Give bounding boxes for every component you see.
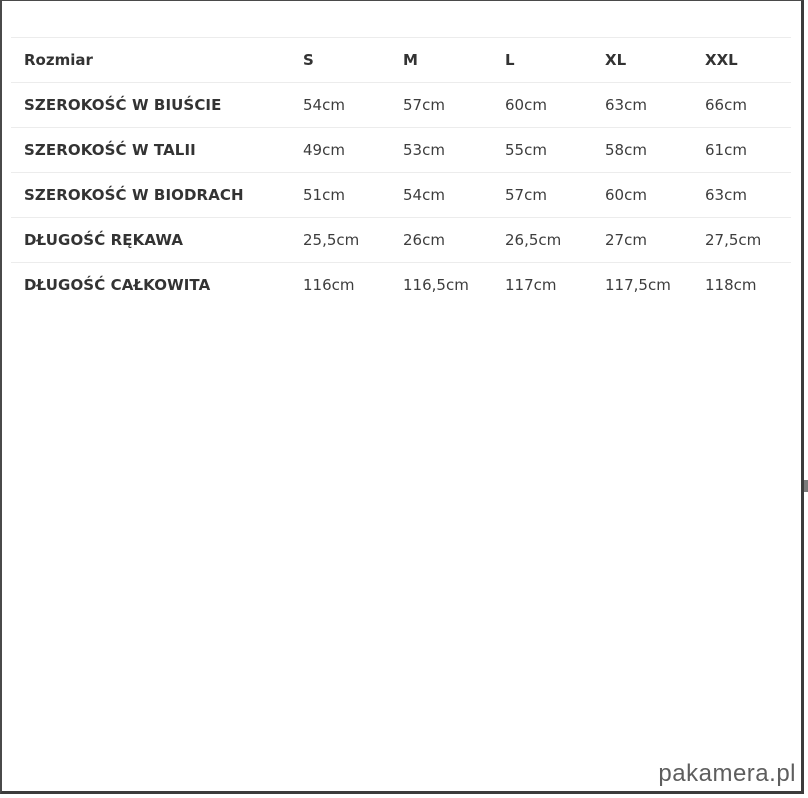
table-header-row — [11, 38, 791, 83]
table-cell: 26,5cm — [492, 218, 592, 263]
header-size-l: L — [492, 38, 592, 83]
table-cell: 53cm — [390, 128, 492, 173]
table-cell: 51cm — [290, 173, 390, 218]
header-size-m: M — [390, 38, 492, 83]
table-row — [11, 173, 791, 218]
size-chart-table — [11, 37, 791, 308]
table-cell: 66cm — [692, 83, 791, 128]
table-cell: 63cm — [692, 173, 791, 218]
pakamera-watermark: pakamera.pl — [658, 760, 796, 787]
table-row — [11, 128, 791, 173]
table-cell: 117cm — [505, 276, 557, 295]
table-row — [11, 83, 791, 128]
row-label-total-length: DŁUGOŚĆ CAŁKOWITA — [24, 276, 211, 295]
table-cell: 60cm — [492, 83, 592, 128]
header-size-xxl: XXL — [692, 38, 791, 83]
table-cell: 118cm — [705, 276, 757, 295]
row-label-bust-width: SZEROKOŚĆ W BIUŚCIE — [11, 83, 290, 128]
table-cell: 27cm — [592, 218, 692, 263]
header-label-rozmiar: Rozmiar — [11, 38, 290, 83]
header-size-xl: XL — [592, 38, 692, 83]
table-cell: 63cm — [592, 83, 692, 128]
table-row — [11, 263, 791, 308]
table-cell: 57cm — [492, 173, 592, 218]
table-cell: 49cm — [290, 128, 390, 173]
row-label-waist-width: SZEROKOŚĆ W TALII — [11, 128, 290, 173]
table-cell: 61cm — [692, 128, 791, 173]
table-cell: 54cm — [390, 173, 492, 218]
table-cell: 58cm — [592, 128, 692, 173]
table-cell: 57cm — [390, 83, 492, 128]
table-cell: 27,5cm — [692, 218, 791, 263]
table-cell: 60cm — [592, 173, 692, 218]
table-cell: 116cm — [303, 276, 355, 295]
table-cell: 55cm — [492, 128, 592, 173]
table-cell: 117,5cm — [605, 276, 671, 295]
header-size-s: S — [290, 38, 390, 83]
row-label-hip-width: SZEROKOŚĆ W BIODRACH — [11, 173, 290, 218]
table-row — [11, 218, 791, 263]
edge-marker — [804, 480, 808, 492]
table-cell: 54cm — [290, 83, 390, 128]
table-cell: 116,5cm — [403, 276, 469, 295]
row-label-sleeve-length: DŁUGOŚĆ RĘKAWA — [11, 218, 290, 263]
table-cell: 25,5cm — [290, 218, 390, 263]
table-cell: 26cm — [390, 218, 492, 263]
